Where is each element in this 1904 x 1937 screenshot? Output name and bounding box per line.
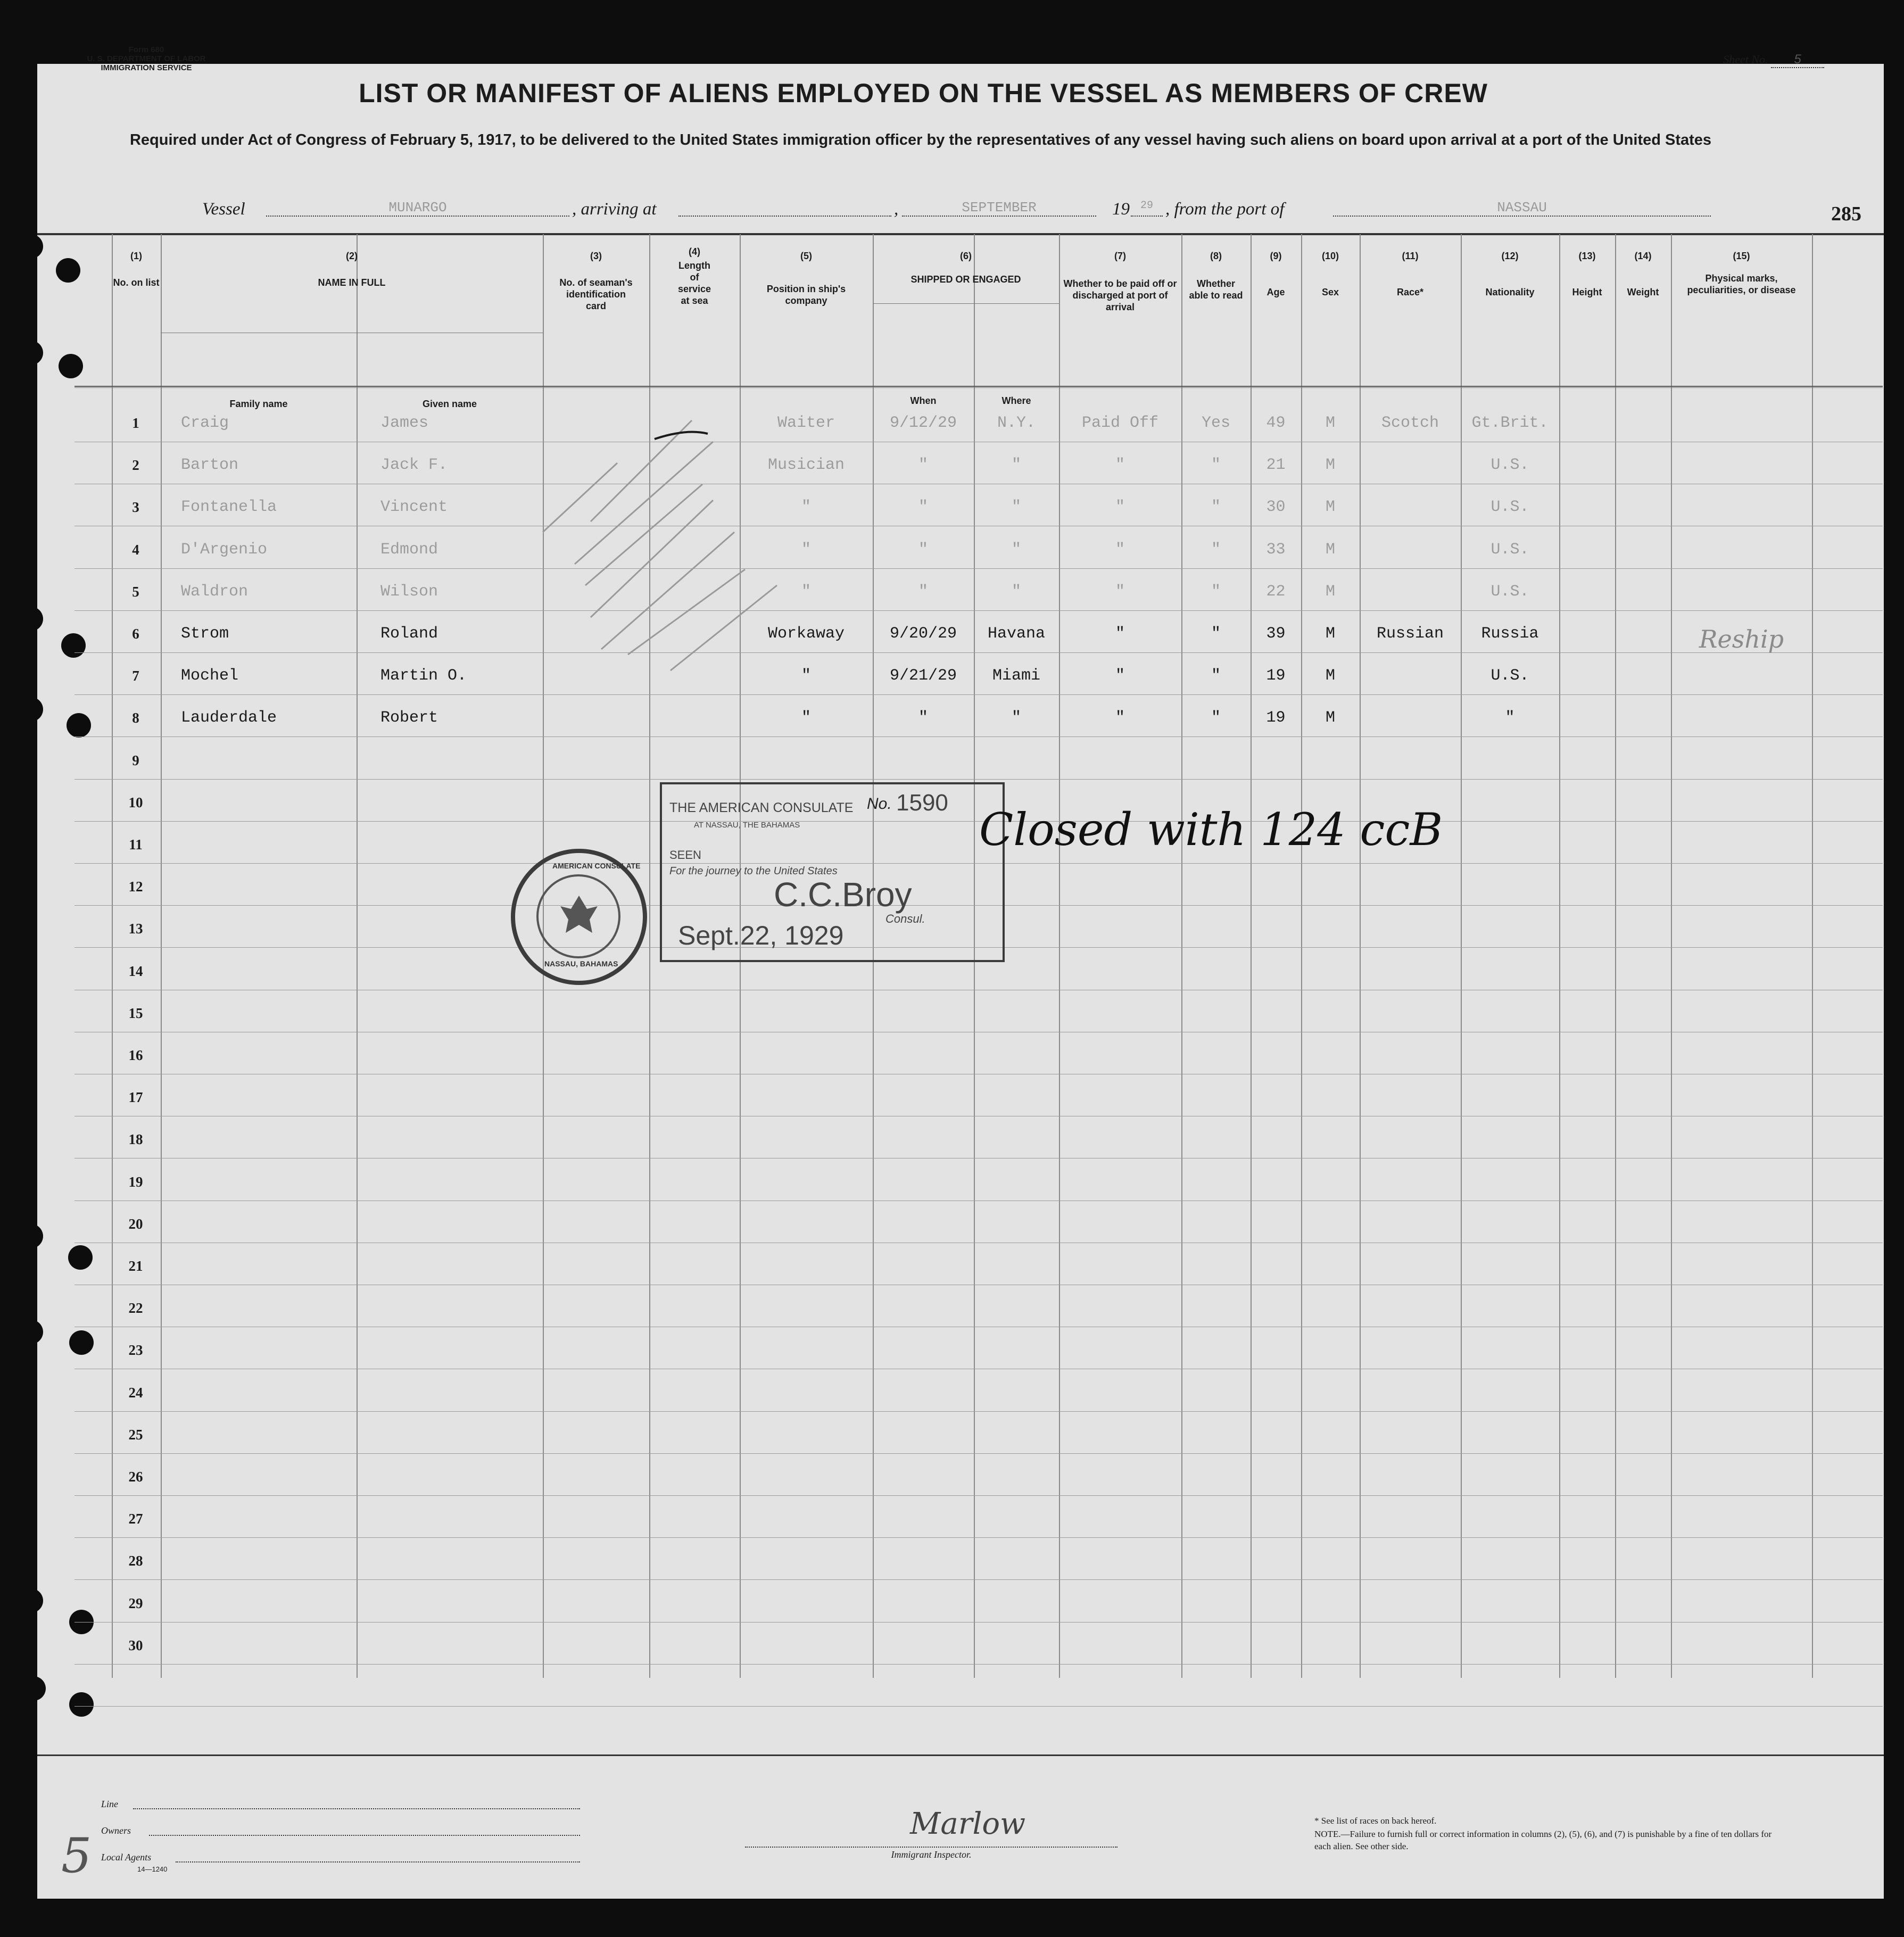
penalty-note: NOTE.—Failure to furnish full or correct information in columns (2), (5), (6), and (7) is punishable by a fine of ten dollars for each alien. See other side. [1314,1829,1772,1851]
stamp-date: Sept.22, 1929 [678,921,844,950]
shipped-when-cell: " [918,456,928,475]
nationality-cell: Gt.Brit. [1471,414,1549,432]
page-title: LIST OR MANIFEST OF ALIENS EMPLOYED ON THE VESSEL AS MEMBERS OF CREW [359,78,1488,108]
stamp-consul-role: Consul. [885,912,925,925]
sex-cell: M [1325,667,1335,685]
form-department: U. S. DEPARTMENT OF LABOR [87,54,206,63]
sex-cell: M [1325,498,1335,517]
column-header-3: (3) No. of seaman's identification card [559,251,633,311]
seal-top-text: AMERICAN CONSULATE [552,862,641,870]
nationality-cell: U.S. [1491,540,1529,559]
column-header-15: (15) Physical marks, peculiarities, or disease [1687,251,1796,295]
sex-cell: M [1325,540,1335,559]
shipped-when-cell: " [918,498,928,517]
row-number: 4 [132,541,139,558]
position-cell: " [801,498,811,517]
paid-off-cell: Paid Off [1081,414,1159,432]
stamp-purpose: For the journey to the United States [669,865,838,877]
row-number: 11 [129,837,143,852]
family-name-cell: Fontanella [181,498,277,517]
footer-line [101,1799,580,1810]
year-label: 19 [1112,200,1130,219]
row-number: 22 [128,1300,143,1317]
row-number: 18 [128,1131,143,1148]
column-sub-when: When [910,395,937,406]
page-number: 285 [1831,203,1861,225]
arriving-field [678,200,891,217]
from-port-label: , from the port of [1165,200,1285,219]
column-header-14: (14) Weight [1627,251,1659,297]
sheet-number-value: 5 [1771,52,1824,68]
family-name-cell: Barton [181,456,239,475]
form-number: Form 680 [128,45,164,54]
row-number: 23 [128,1342,143,1359]
column-header-1: (1) No. on list [113,251,160,288]
stamp-number: 1590 [896,790,948,816]
position-cell: " [801,540,811,559]
age-cell: 33 [1266,540,1286,559]
inspector-label: Immigrant Inspector. [891,1849,972,1860]
shipped-where-cell: " [1011,709,1021,727]
row-number: 29 [128,1595,143,1611]
punch-hole [19,1224,43,1248]
stamp-seen: SEEN [669,848,701,862]
consulate-stamp [660,782,1005,962]
row-number: 21 [128,1258,143,1274]
punch-hole [19,1588,43,1613]
stamp-title: THE AMERICAN CONSULATE [669,800,854,815]
position-cell: Workaway [767,625,845,643]
row-number: 15 [128,1005,143,1021]
column-header-11: (11) Race* [1396,251,1424,297]
column-header-9: (9) Age [1266,251,1285,297]
row-number: 12 [128,879,143,895]
able-to-read-cell: " [1211,625,1221,643]
given-name-cell: Wilson [380,582,438,601]
row-number: 27 [128,1511,143,1527]
row-number: 7 [132,668,139,684]
given-name-cell: James [380,414,429,432]
family-name-cell: Waldron [181,582,249,601]
age-cell: 30 [1266,498,1286,517]
nationality-cell: Russia [1481,625,1539,643]
punch-hole [19,607,43,631]
row-number: 16 [128,1047,143,1063]
shipped-where-cell: Miami [992,667,1040,685]
paid-off-cell: " [1115,709,1125,727]
given-name-cell: Martin O. [380,667,467,685]
shipped-when-cell: " [918,540,928,559]
handwritten-note: Closed with 124 ccB [979,804,1443,856]
sex-cell: M [1325,414,1335,432]
position-cell: " [801,667,811,685]
able-to-read-cell: " [1211,582,1221,601]
position-cell: Musician [767,456,845,475]
column-header-13: (13) Height [1572,251,1602,297]
inspector-signature: Marlow [910,1807,1026,1841]
column-header-8: (8) Whether able to read [1189,251,1243,301]
sex-cell: M [1325,709,1335,727]
able-to-read-cell: " [1211,667,1221,685]
consulate-seal [511,849,647,985]
line-label: Line [101,1799,119,1809]
arriving-label: , arriving at [572,200,657,219]
punch-hole [19,697,43,722]
shipped-when-cell: " [918,709,928,727]
column-header-10: (10) Sex [1321,251,1339,297]
nationality-cell: U.S. [1491,456,1529,475]
paid-off-cell: " [1115,498,1125,517]
given-name-cell: Robert [380,709,438,727]
shipped-where-cell: " [1011,582,1021,601]
age-cell: 19 [1266,709,1286,727]
column-header-6: (6) SHIPPED OR ENGAGED [910,251,1021,285]
stamp-location: AT NASSAU, THE BAHAMAS [694,821,800,830]
shipped-where-cell: Havana [987,625,1046,643]
position-cell: Waiter [777,414,835,432]
paid-off-cell: " [1115,625,1125,643]
footer-form-code: 14—1240 [137,1865,168,1873]
paid-off-cell: " [1115,540,1125,559]
shipped-where-cell: N.Y. [997,414,1036,432]
column-sub-given-name: Given name [422,399,477,409]
able-to-read-cell: " [1211,498,1221,517]
shipped-when-cell: " [918,582,928,601]
family-name-cell: Craig [181,414,229,432]
paid-off-cell: " [1115,667,1125,685]
row-number: 9 [132,752,139,768]
page-subtitle: Required under Act of Congress of February 5, 1917, to be delivered to the United States immigration officer by the representatives of any vessel having such aliens on board upon arrival at a port of the United States [129,131,1712,148]
given-name-cell: Jack F. [380,456,448,475]
seal-bottom-text: NASSAU, BAHAMAS [544,959,618,968]
form-identifier [59,45,234,72]
age-cell: 49 [1266,414,1286,432]
shipped-when-cell: 9/20/29 [889,625,957,643]
given-name-cell: Vincent [380,498,448,517]
sheet-number [1723,52,1824,68]
sheet-number-label: Sheet No. [1723,53,1768,66]
row-number: 2 [132,457,139,474]
row-number: 17 [128,1089,143,1106]
footer-owners [101,1825,580,1836]
vessel-label: Vessel [202,200,245,219]
row-number: 5 [132,583,139,600]
age-cell: 19 [1266,667,1286,685]
row-number: 30 [128,1637,143,1653]
punch-hole [19,234,43,259]
corner-mark: 5 [61,1828,92,1884]
column-sub-family-name: Family name [229,399,288,409]
able-to-read-cell: " [1211,540,1221,559]
age-cell: 21 [1266,456,1286,475]
age-cell: 39 [1266,625,1286,643]
row-number: 28 [128,1553,143,1569]
month-field: SEPTEMBER [902,200,1096,217]
punch-hole [19,1320,43,1344]
eagle-icon [555,890,603,938]
race-cell: Scotch [1381,414,1439,432]
paid-off-cell: " [1115,456,1125,475]
column-header-7: (7) Whether to be paid off or discharged at port of arrival [1063,251,1177,312]
family-name-cell: D'Argenio [181,540,268,559]
given-name-cell: Edmond [380,540,438,559]
nationality-cell: U.S. [1491,498,1529,517]
sex-cell: M [1325,625,1335,643]
port-field: NASSAU [1333,200,1711,217]
punch-hole [21,1676,46,1701]
year-field: 29 [1131,200,1163,217]
sex-cell: M [1325,582,1335,601]
column-header-5: (5) Position in ship's company [766,251,846,306]
consul-signature: C.C.Broy [774,875,912,914]
family-name-cell: Mochel [181,667,239,685]
able-to-read-cell: Yes [1201,414,1230,432]
row-number: 10 [128,794,143,810]
shipped-when-cell: 9/12/29 [889,414,957,432]
sex-cell: M [1325,456,1335,475]
column-header-4: (4) Length of service at sea [677,246,711,306]
nationality-cell: U.S. [1491,667,1529,685]
form-service: IMMIGRATION SERVICE [101,63,192,72]
local-agents-label: Local Agents [101,1852,152,1862]
family-name-cell: Lauderdale [181,709,277,727]
footer-agents [101,1852,580,1863]
row-number: 20 [128,1215,143,1232]
stamp-number-label: No. [867,795,892,813]
able-to-read-cell: " [1211,456,1221,475]
nationality-cell: U.S. [1491,582,1529,601]
column-header-12: (12) Nationality [1485,251,1535,297]
family-name-cell: Strom [181,625,229,643]
row-number: 24 [128,1384,143,1401]
row-number: 19 [128,1173,143,1190]
row-number: 13 [128,921,143,937]
vessel-field: MUNARGO [266,200,569,217]
punch-hole [69,1692,94,1717]
physical-marks-cell: Reship [1699,625,1784,653]
shipped-where-cell: " [1011,540,1021,559]
column-header-2: (2) NAME IN FULL [318,251,386,288]
race-cell: Russian [1376,625,1444,643]
column-sub-where: Where [1001,395,1031,406]
shipped-when-cell: 9/21/29 [889,667,957,685]
paid-off-cell: " [1115,582,1125,601]
age-cell: 22 [1266,582,1286,601]
punch-hole [19,341,43,365]
position-cell: " [801,582,811,601]
race-note: * See list of races on back hereof. [1314,1816,1437,1826]
row-number: 14 [128,963,143,979]
owners-label: Owners [101,1825,131,1836]
nationality-cell: " [1505,709,1515,727]
row-number: 6 [132,626,139,642]
given-name-cell: Roland [380,625,438,643]
row-number: 8 [132,710,139,726]
pencil-strokes [511,410,788,686]
able-to-read-cell: " [1211,709,1221,727]
position-cell: " [801,709,811,727]
row-number: 3 [132,499,139,516]
row-number: 25 [128,1426,143,1443]
row-number: 1 [132,415,139,431]
row-number: 26 [128,1469,143,1485]
shipped-where-cell: " [1011,498,1021,517]
footer-rule [37,1754,1884,1756]
shipped-where-cell: " [1011,456,1021,475]
